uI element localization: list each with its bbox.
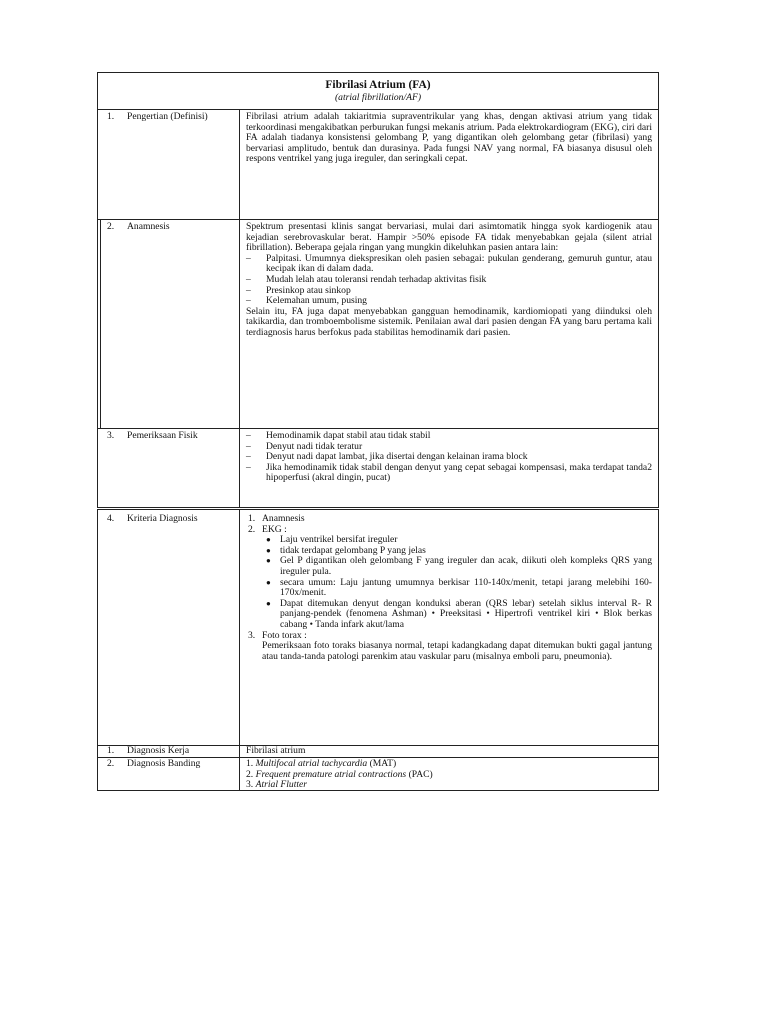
label-pemeriksaan-fisik xyxy=(101,431,237,442)
ekg-bullet: ● Dapat ditemukan denyut dengan konduksi aberan (QRS lebar) setelah siklus interval R- R panjang-pendek (fenomena Ashman) • Preeksitasi • Hipertrofi ventrikel kiri • Blok berkas cabang • Tanda infark akut/lama xyxy=(266,597,652,630)
label-text: Anamnesis xyxy=(127,221,170,232)
label-text: Diagnosis Kerja xyxy=(127,745,190,756)
content-pemeriksaan-fisik xyxy=(240,431,656,484)
list-item: – Denyut nadi dapat lambat, jika disertai dengan kelainan irama block xyxy=(246,451,528,463)
ekg-bullet: ● tidak terdapat gelombang P yang jelas xyxy=(266,544,426,556)
label-text: Diagnosis Banding xyxy=(127,758,201,769)
label-number: 1. xyxy=(107,745,115,756)
list-item: – Hemodinamik dapat stabil atau tidak stabil xyxy=(246,430,431,441)
list-item: – Jika hemodinamik tidak stabil dengan denyut yang cepat sebagai kompensasi, maka terdapat tanda2 hipoperfusi (akral dingin, pucat) xyxy=(246,461,652,484)
diagnosis-kerja-text: Fibrilasi atrium xyxy=(246,745,306,756)
row-divider-title xyxy=(97,109,659,110)
subtitle-text: (atrial fibrillation/AF) xyxy=(334,92,422,103)
col-divider-left-inner xyxy=(100,219,101,428)
label-number: 4. xyxy=(107,513,115,524)
list-item: – Kelemahan umum, pusing xyxy=(246,295,367,307)
ekg-bullet: ● Gel P digantikan oleh gelombang F yang ireguler dan acak, diikuti oleh kompleks QRS yang ireguler pula. xyxy=(266,555,652,577)
label-text: Pemeriksaan Fisik xyxy=(127,430,198,441)
list-item: – Palpitasi. Umumnya diekspresikan oleh pasien sebagai: pukulan genderang, gemuruh guntur, atau kecipak ikan di dalam dada. xyxy=(246,252,652,275)
content-diagnosis-banding xyxy=(240,759,656,791)
anamnesis-outro: Selain itu, FA juga dapat menyebabkan gangguan hemodinamik, kardiomiopati yang diinduksi oleh takikardia, dan tromboembolisme sistemik. Penilaian awal dari pasien dengan FA yang baru pertama kali terdiagnosis harus berfokus pada stabilitas hemodinamik dari pasien. xyxy=(246,305,652,338)
ekg-bullet: ● secara umum: Laju jantung umumnya berkisar 110-140x/menit, tetapi jarang melebihi 160-170x/menit. xyxy=(266,576,652,599)
definition-text: Fibrilasi atrium adalah takiaritmia supraventrikular yang khas, dengan aktivasi atrium yang tidak terkoordinasi mengakibatkan perburukan fungsi mekanis atrium. Pada elektrokardiogram (EKG), ciri dari FA adalah tiadanya konsistensi gelombang P, yang digantikan oleh gelombang getar (fibrilasi) yang bervariasi amplitudo, bentuk dan durasinya. Pada fungsi NAV yang normal, FA biasanya disusul oleh respons ventrikel yang juga ireguler, dan seringkali cepat. xyxy=(246,111,653,165)
label-diagnosis-banding xyxy=(101,759,237,770)
content-anamnesis xyxy=(240,222,656,339)
list-item: 2. Frequent premature atrial contractions (PAC) xyxy=(246,768,433,780)
document-title xyxy=(98,79,658,103)
label-text: Kriteria Diagnosis xyxy=(127,513,198,524)
list-item: 3. Atrial Flutter xyxy=(246,779,308,791)
ekg-bullet: ● Laju ventrikel bersifat ireguler xyxy=(266,534,398,546)
foto-torax-text: Pemeriksaan foto toraks biasanya normal, tetapi kadangkadang dapat ditemukan bukti gagal jantung atau tanda-tanda patologi parenkim atau vaskular paru (misalnya emboli paru, pneumonia). xyxy=(262,640,652,662)
content-diagnosis-kerja xyxy=(240,746,656,757)
title-text: Fibrilasi Atrium (FA) xyxy=(325,79,431,91)
list-item: 3. Foto torax : xyxy=(248,629,307,641)
list-item: – Presinkop atau sinkop xyxy=(246,284,351,296)
anamnesis-intro: Spektrum presentasi klinis sangat bervariasi, mulai dari asimtomatik hingga syok kardiogenik atau kejadian serebrovaskular berat. Hampir >50% episode FA tidak menyebabkan gejala (silent atrial fibrillation). Beberapa gejala ringan yang mungkin dikeluhkan pasien antara lain: xyxy=(246,221,652,254)
label-kriteria-diagnosis xyxy=(101,514,237,525)
label-text: Pengertian (Definisi) xyxy=(127,111,208,122)
row-divider-2 xyxy=(97,428,659,429)
label-number: 1. xyxy=(107,111,115,122)
list-item: 1. Anamnesis xyxy=(248,513,305,524)
content-kriteria-diagnosis xyxy=(240,514,656,662)
row-divider-1 xyxy=(97,219,239,220)
label-number: 2. xyxy=(107,221,115,232)
label-diagnosis-kerja xyxy=(101,746,237,757)
label-number: 3. xyxy=(107,430,115,441)
list-item: – Denyut nadi tidak teratur xyxy=(246,440,363,452)
list-item: 1. Multifocal atrial tachycardia (MAT) xyxy=(246,758,397,769)
row-divider-1b xyxy=(239,219,659,220)
list-item: 2. EKG : xyxy=(248,523,287,535)
list-item: – Mudah lelah atau toleransi rendah terhadap aktivitas fisik xyxy=(246,273,487,285)
label-anamnesis xyxy=(101,222,237,233)
content-pengertian xyxy=(240,112,656,165)
label-number: 2. xyxy=(107,758,115,769)
label-pengertian xyxy=(101,112,237,123)
